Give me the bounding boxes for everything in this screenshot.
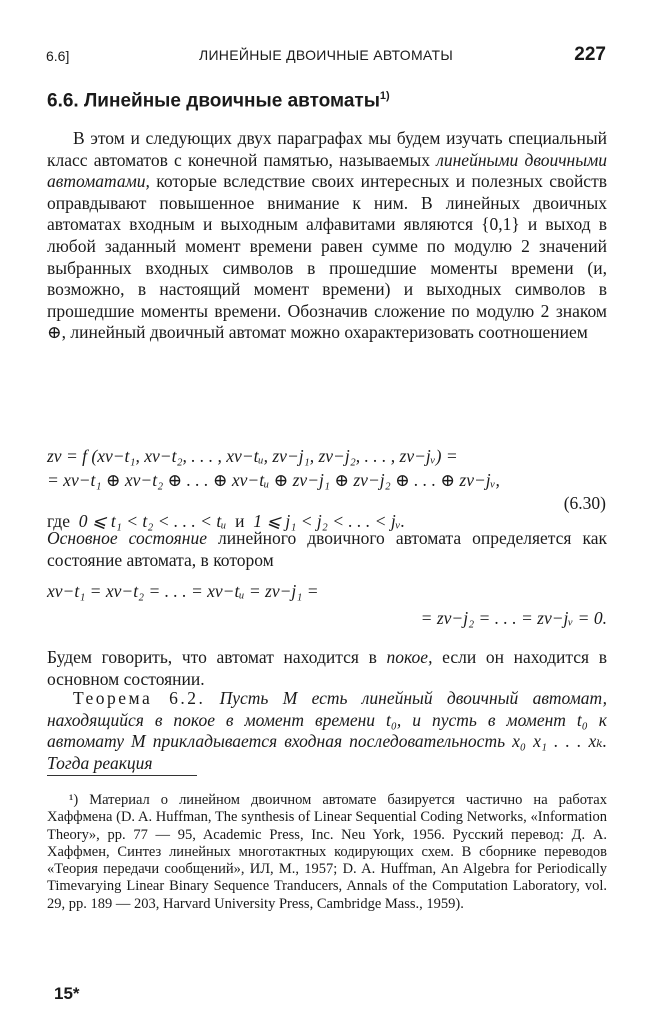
footnote: ¹) Материал о линейном двоичном автомате базируется частично на работах Хаффмена (D. A. Huffman, The synthesis of Linear Sequential Coding Networks, «Information Theory», pp. 77 — 95, Academic Press, Inc. Neu York, 1956. Русский перевод: Д. А. Хаффмен, Синтез линейных многотактных кодирующих схем. В сборнике переводов «Теория передачи сообщений», ИЛ, М., 1957; D. A. Huffman, An Algebra for Periodically Timevarying Linear Binary Sequence Tranducers, Annals of the Computation Laboratory, vol. 29, pp. 189 — 203, Harvard University Press, Cambridge Mass., 1959). bbox=[47, 792, 607, 912]
theorem-text: Пусть M есть линейный двоичный автомат, находящийся в покое в момент времени t₀, и пусть в момент t₀ к автомату M прикладывается входная последовательность x₀ x₁ . . . xₖ. Тогда реакция bbox=[47, 688, 608, 773]
term-linear-binary-automata: линейными двоичными автоматами, bbox=[47, 149, 607, 192]
paragraph-rest-part2: если он находится в основном состоянии. bbox=[47, 647, 607, 689]
header-section-ref: 6.6] bbox=[46, 48, 70, 64]
theorem-label: Теорема 6.2. bbox=[73, 688, 206, 708]
footnote-rule bbox=[47, 775, 197, 776]
formula-6-30-line2: = xν−t₁ ⊕ xν−t₂ ⊕ . . . ⊕ xν−tᵤ ⊕ zν−j₁ ⊕ zν−j₂ ⊕ . . . ⊕ zν−jᵥ, bbox=[47, 470, 500, 490]
theorem-6-2 bbox=[47, 688, 607, 774]
section-title-text: 6.6. Линейные двоичные автоматы bbox=[47, 90, 380, 112]
signature-mark: 15* bbox=[54, 984, 80, 1003]
where-condition-j: 1 ⩽ j₁ < j₂ < . . . < jᵥ. bbox=[253, 511, 405, 531]
paragraph-intro-part2: которые вследствие своих интересных и полезных свойств оправдывают повышенное внимание к ним. В линейных двоичных автоматах входным и выходным алфавитами являются {0,1} и выход в любой заданный момент времени равен сумме по модулю 2 значений выбранных входных символов в прошедшие моменты времени (и, возможно, в настоящий момент времени) и выходных символов в прошедшие моменты времени. Обозначив сложение по модулю 2 знаком ⊕, линейный двоичный автомат можно охарактеризовать соотношением bbox=[47, 171, 607, 343]
formula-ground-line1: xν−t₁ = xν−t₂ = . . . = xν−tᵤ = zν−j₁ = bbox=[47, 581, 319, 601]
formula-6-30-line1: zν = f (xν−t₁, xν−t₂, . . . , xν−tᵤ, zν−j₁, zν−j₂, . . . , zν−jᵥ) = bbox=[47, 446, 458, 466]
equation-number: (6.30) bbox=[563, 493, 606, 513]
formula-ground-line2: = zν−j₂ = . . . = zν−jᵥ = 0. bbox=[420, 608, 607, 628]
paragraph-ground-state-rest: линейного двоичного автомата определяется как состояние автомата, в котором bbox=[47, 528, 607, 570]
section-footnote-mark: 1) bbox=[379, 90, 390, 102]
paragraph-rest bbox=[47, 647, 607, 690]
paragraph-rest-part1: Будем говорить, что автомат находится в bbox=[47, 647, 387, 667]
where-condition-t: 0 ⩽ t₁ < t₂ < . . . < tᵤ bbox=[78, 511, 227, 531]
paragraph-intro bbox=[47, 128, 607, 344]
header-running-title: ЛИНЕЙНЫЕ ДВОИЧНЫЕ АВТОМАТЫ bbox=[198, 47, 454, 63]
term-rest: покое, bbox=[386, 647, 433, 667]
section-title bbox=[47, 90, 390, 112]
where-word: где bbox=[47, 511, 70, 531]
term-ground-state: Основное состояние bbox=[47, 528, 207, 548]
paragraph-intro-part1: В этом и следующих двух параграфах мы будем изучать специальный класс автоматов с конечной памятью, называемых bbox=[47, 128, 607, 170]
running-header bbox=[46, 44, 606, 70]
header-page-number: 227 bbox=[574, 44, 606, 65]
where-and: и bbox=[235, 511, 245, 531]
paragraph-ground-state bbox=[47, 528, 607, 571]
